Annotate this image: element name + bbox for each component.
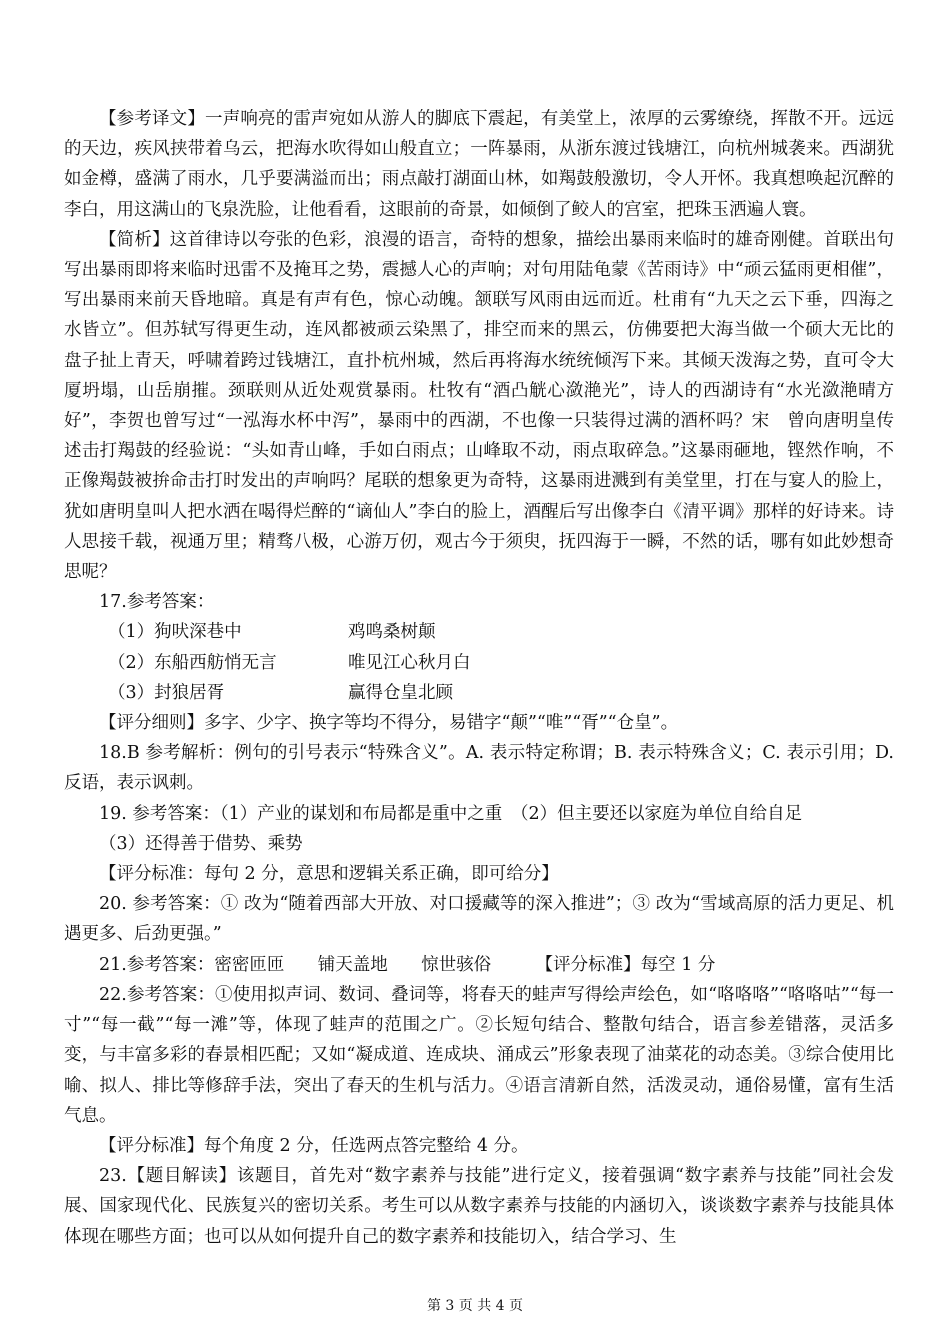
- q21-answer-2: 铺天盖地: [317, 954, 388, 975]
- q17-answer-right: 赢得仓皇北顾: [348, 682, 453, 703]
- q20-answer: 20. 参考答案：① 改为“随着西部大开放、对口援藏等的深入推进”；③ 改为“雪域高原的活力更足、机遇更多、后劲更强。”: [64, 894, 894, 945]
- analysis-paragraph: 【简析】这首律诗以夸张的色彩，浪漫的语言，奇特的想象，描绘出暴雨来临时的雄奇刚健。首联出句写出暴雨即将来临时迅雷不及掩耳之势，震撼人心的声响；对句用陆龟蒙《苦雨诗》中“顽云猛雨更相催”，写出暴雨来前天昏地暗。真是有声有色，惊心动魄。颔联写风雨由远而近。杜甫有“九天之云下垂，四海之水皆立”。但苏轼写得更生动，连风都被顽云染黑了，排空而来的黑云，仿佛要把大海当做一个硕大无比的盘子扯上青天，呼啸着跨过钱塘江，直扑杭州城，然后再将海水统统倾泻下来。其倾天泼海之势，直可令大厦坍塌，山岳崩摧。颈联则从近处观赏暴雨。杜牧有“酒凸觥心潋滟光”，诗人的西湖诗有“水光潋滟晴方好”，李贺也曾写过“一泓海水杯中泻”，暴雨中的西湖，不也像一只装得过满的酒杯吗？宋 曾向唐明皇传述击打羯鼓的经验说：“头如青山峰，手如白雨点；山峰取不动，雨点取碎急。”这暴雨砸地，铿然作响，不正像羯鼓被拚命击打时发出的声响吗？尾联的想象更为奇特，这暴雨进溅到有美堂里，打在与宴人的脸上，犹如唐明皇叫人把水洒在喝得烂醉的“谪仙人”李白的脸上，酒醒后写出像李白《清平调》那样的好诗来。诗人思接千载，视通万里；精骛八极，心游万仞，观古今于须臾，抚四海于一瞬，不然的话，哪有如此妙想奇思呢？: [64, 229, 894, 583]
- q17-answer-row: [64, 648, 894, 678]
- q21-answer-3: 惊世骇俗: [421, 954, 492, 975]
- q19-answer-line1: 19. 参考答案：（1）产业的谋划和布局都是重中之重 （2）但主要还以家庭为单位自给自足: [99, 803, 803, 824]
- page-footer: 第 3 页 共 4 页: [426, 1298, 524, 1314]
- q21-answer: [64, 950, 894, 980]
- q22-answer: 22.参考答案：①使用拟声词、数词、叠词等，将春天的蛙声写得绘声绘色，如“咯咯咯”“咯咯咕”“每一寸”“每一截”“每一滩”等，体现了蛙声的范围之广。②长短句结合、整散句结合，语言参差错落，灵活多变，与丰富多彩的春景相匹配；又如“凝成道、连成块、涌成云”形象表现了油菜花的动态美。③综合使用比喻、拟人、排比等修辞手法，突出了春天的生机与活力。④语言清新自然，活泼灵动，通俗易懂，富有生活气息。: [64, 984, 894, 1126]
- q17-answer-row: [64, 678, 894, 708]
- q19-answer-line2: （3）还得善于借势、乘势: [99, 833, 303, 854]
- q21-heading: 21.参考答案：密密匝匝: [99, 954, 285, 975]
- q21-scoring-rule: 【评分标准】每空 1 分: [535, 954, 716, 975]
- page-content: [64, 104, 894, 1252]
- q19-scoring-rule: 【评分标准：每句 2 分，意思和逻辑关系正确，即可给分】: [99, 864, 559, 885]
- q17-answer-right: 鸡鸣桑树颠: [348, 622, 436, 643]
- q17-answer-left: （2）东船西舫悄无言: [108, 652, 277, 673]
- q17-scoring-rule: 【评分细则】多字、少字、换字等均不得分，易错字“颠”“唯”“胥”“仓皇”。: [99, 713, 679, 734]
- translation-paragraph: 【参考译文】一声响亮的雷声宛如从游人的脚底下震起，有美堂上，浓厚的云雾缭绕，挥散不开。远远的天边，疾风挟带着乌云，把海水吹得如山般直立；一阵暴雨，从浙东渡过钱塘江，向杭州城袭来。西湖犹如金樽，盛满了雨水，几乎要满溢而出；雨点敲打湖面山林，如羯鼓般激切，令人开怀。我真想唤起沉醉的李白，用这满山的飞泉洗脸，让他看看，这眼前的奇景，如倾倒了鲛人的宫室，把珠玉洒遍人寰。: [64, 109, 894, 220]
- q17-answer-left: （3）封狼居胥: [108, 682, 225, 703]
- q17-heading: 17.参考答案：: [99, 592, 215, 613]
- q17-answer-row: [64, 617, 894, 647]
- q17-answer-left: （1）狗吠深巷中: [108, 622, 242, 643]
- q23-answer: 23.【题目解读】该题目，首先对“数字素养与技能”进行定义，接着强调“数字素养与技能”同社会发展、国家现代化、民族复兴的密切关系。考生可以从数字素养与技能的内涵切入，谈谈数字素养与技能具体体现在哪些方面；也可以从如何提升自己的数字素养和技能切入，结合学习、生: [64, 1166, 894, 1247]
- q22-scoring-rule: 【评分标准】每个角度 2 分，任选两点答完整给 4 分。: [99, 1135, 529, 1156]
- q18-answer: 18.B 参考解析：例句的引号表示“特殊含义”。A. 表示特定称谓；B. 表示特殊含义；C. 表示引用；D. 反语，表示讽刺。: [64, 743, 894, 794]
- q17-answer-right: 唯见江心秋月白: [348, 652, 471, 673]
